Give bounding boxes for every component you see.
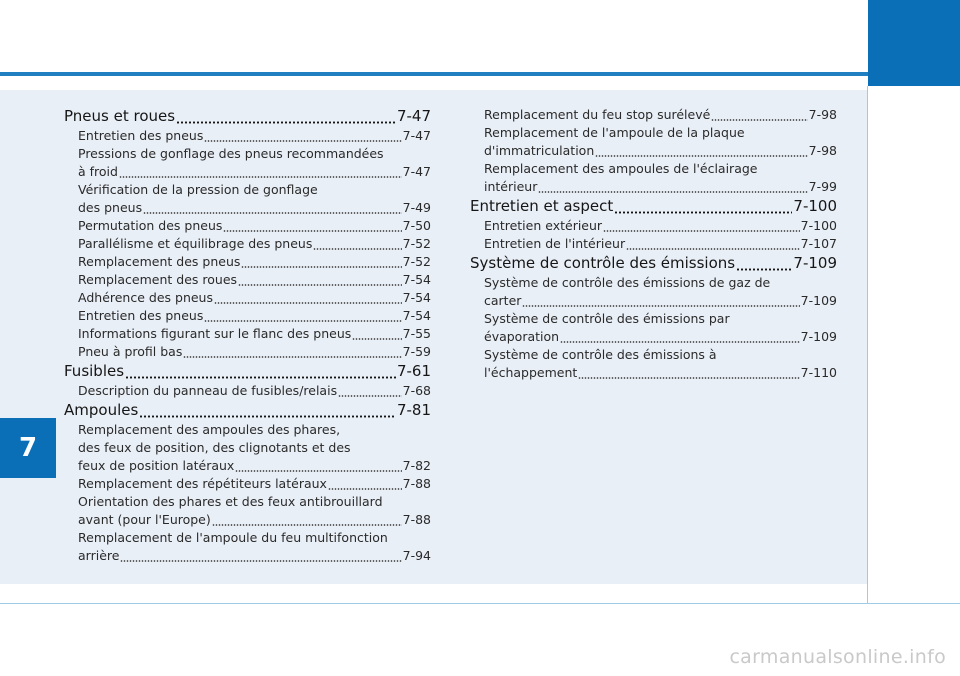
toc-entry[interactable] — [470, 235, 837, 253]
toc-entry[interactable] — [64, 127, 431, 145]
leader-dots — [212, 514, 402, 527]
leader-dots — [120, 550, 401, 563]
toc-entry[interactable] — [64, 289, 431, 307]
toc-entry-row — [64, 199, 431, 217]
toc-entry-line: Vérification de la pression de gonflage — [78, 182, 318, 197]
toc-entry-row — [470, 106, 837, 124]
toc-page-number: 7-100 — [793, 197, 837, 215]
toc-section[interactable] — [470, 253, 837, 274]
toc-entry[interactable] — [64, 181, 431, 217]
leader-dots — [614, 199, 792, 214]
toc-left-column — [64, 106, 431, 565]
toc-entry-line: Système de contrôle des émissions de gaz de — [484, 275, 771, 290]
toc-entry-title: des pneus — [78, 200, 143, 215]
toc-page-number: 7-100 — [800, 218, 837, 233]
toc-entry[interactable] — [64, 475, 431, 493]
toc-entry-title: intérieur — [484, 179, 538, 194]
toc-entry[interactable] — [64, 493, 431, 529]
toc-entry-line: Orientation des phares et des feux antibrouillard — [78, 494, 383, 509]
leader-dots — [711, 109, 807, 122]
toc-page-number: 7-88 — [402, 512, 431, 527]
toc-entry-title: Entretien extérieur — [484, 218, 603, 233]
leader-dots — [626, 238, 800, 251]
toc-entry-title: Entretien des pneus — [78, 308, 204, 323]
leader-dots — [522, 295, 799, 308]
toc-entry-row — [64, 307, 431, 325]
toc-entry[interactable] — [64, 235, 431, 253]
toc-entry-title: avant (pour l'Europe) — [78, 512, 211, 527]
leader-dots — [313, 238, 401, 251]
toc-page-number: 7-109 — [800, 293, 837, 308]
toc-entry-line: Pressions de gonflage des pneus recommandées — [78, 146, 384, 161]
toc-page-number: 7-55 — [402, 326, 431, 341]
toc-page-number: 7-98 — [808, 107, 837, 122]
toc-entry-row — [470, 253, 837, 274]
toc-entry-row — [64, 400, 431, 421]
toc-entry-title: Entretien et aspect — [470, 197, 614, 215]
toc-entry-title: Pneus et roues — [64, 107, 176, 125]
toc-page-number: 7-110 — [800, 365, 837, 380]
toc-page-number: 7-54 — [402, 272, 431, 287]
toc-entry-row — [64, 382, 431, 400]
toc-entry-title: évaporation — [484, 329, 560, 344]
toc-page-number: 7-49 — [402, 200, 431, 215]
toc-entry-title: Remplacement du feu stop surélevé — [484, 107, 711, 122]
leader-dots — [183, 346, 401, 359]
toc-page-number: 7-61 — [396, 362, 431, 380]
toc-entry[interactable] — [64, 145, 431, 181]
toc-page-number: 7-98 — [808, 143, 837, 158]
chapter-tab-block — [868, 0, 960, 86]
toc-entry-row — [64, 289, 431, 307]
toc-entry-row — [470, 364, 837, 382]
toc-entry-line: Remplacement de l'ampoule de la plaque — [484, 125, 745, 140]
toc-page-number: 7-50 — [402, 218, 431, 233]
toc-entry[interactable] — [64, 217, 431, 235]
toc-entry[interactable] — [470, 217, 837, 235]
toc-entry-title: Adhérence des pneus — [78, 290, 213, 305]
toc-entry-row — [64, 163, 431, 181]
toc-entry-row — [64, 511, 431, 529]
toc-section[interactable] — [64, 106, 431, 127]
toc-entry-row — [64, 271, 431, 289]
leader-dots — [214, 292, 402, 305]
toc-entry-title: Permutation des pneus — [78, 218, 223, 233]
leader-dots — [560, 331, 800, 344]
leader-dots — [328, 478, 402, 491]
leader-dots — [578, 367, 799, 380]
toc-page-number: 7-94 — [402, 548, 431, 563]
toc-entry-title: feux de position latéraux — [78, 458, 235, 473]
toc-entry-title: Informations figurant sur le flanc des pneus — [78, 326, 352, 341]
toc-entry-title: Parallélisme et équilibrage des pneus — [78, 236, 313, 251]
toc-entry-line: Système de contrôle des émissions à — [484, 347, 717, 362]
toc-entry[interactable] — [64, 343, 431, 361]
toc-page-number: 7-68 — [402, 383, 431, 398]
toc-page-number: 7-52 — [402, 254, 431, 269]
toc-page-number: 7-99 — [808, 179, 837, 194]
leader-dots — [235, 460, 401, 473]
watermark: carmanualsonline.info — [729, 646, 946, 668]
toc-entry-row — [64, 547, 431, 565]
toc-entry-row — [64, 106, 431, 127]
toc-entry-line: Remplacement de l'ampoule du feu multifonction — [78, 530, 388, 545]
toc-entry-row — [470, 142, 837, 160]
toc-entry-row — [470, 196, 837, 217]
leader-dots — [736, 256, 792, 271]
leader-dots — [538, 181, 807, 194]
toc-page-number: 7-81 — [396, 401, 431, 419]
leader-dots — [125, 364, 396, 379]
toc-section[interactable] — [64, 361, 431, 382]
footer-rule — [0, 603, 960, 604]
toc-entry-title: Remplacement des pneus — [78, 254, 241, 269]
leader-dots — [238, 274, 402, 287]
leader-dots — [338, 385, 402, 398]
leader-dots — [176, 109, 396, 124]
toc-entry-title: à froid — [78, 164, 118, 179]
toc-page-number: 7-47 — [402, 164, 431, 179]
toc-entry[interactable] — [64, 421, 431, 475]
leader-dots — [223, 220, 401, 233]
toc-entry[interactable] — [470, 106, 837, 124]
chapter-number: 7 — [0, 418, 56, 478]
toc-entry-title: d'immatriculation — [484, 143, 595, 158]
leader-dots — [143, 202, 402, 215]
toc-entry[interactable] — [64, 382, 431, 400]
toc-section[interactable] — [64, 400, 431, 421]
toc-entry-title: Entretien de l'intérieur — [484, 236, 626, 251]
toc-entry[interactable] — [64, 271, 431, 289]
toc-entry[interactable] — [64, 307, 431, 325]
leader-dots — [241, 256, 401, 269]
toc-entry[interactable] — [64, 529, 431, 565]
leader-dots — [204, 130, 401, 143]
leader-dots — [204, 310, 401, 323]
toc-entry-line: des feux de position, des clignotants et des — [78, 440, 351, 455]
leader-dots — [595, 145, 807, 158]
leader-dots — [139, 403, 396, 418]
toc-page-number: 7-52 — [402, 236, 431, 251]
toc-entry[interactable] — [470, 310, 837, 346]
toc-page-number: 7-109 — [793, 254, 837, 272]
toc-entry-row — [64, 253, 431, 271]
toc-entry-row — [470, 217, 837, 235]
toc-entry-row — [470, 292, 837, 310]
toc-entry-row — [64, 343, 431, 361]
toc-page-number: 7-59 — [402, 344, 431, 359]
toc-entry[interactable] — [470, 160, 837, 196]
toc-entry[interactable] — [470, 346, 837, 382]
toc-page-number: 7-88 — [402, 476, 431, 491]
toc-entry-title: Entretien des pneus — [78, 128, 204, 143]
toc-entry-line: Remplacement des ampoules de l'éclairage — [484, 161, 758, 176]
toc-entry-title: Remplacement des roues — [78, 272, 238, 287]
toc-entry-title: Pneu à profil bas — [78, 344, 183, 359]
toc-entry-title: Fusibles — [64, 362, 125, 380]
toc-page-number: 7-47 — [396, 107, 431, 125]
toc-page-number: 7-54 — [402, 308, 431, 323]
toc-entry-title: carter — [484, 293, 522, 308]
toc-entry-row — [470, 328, 837, 346]
toc-entry-row — [470, 178, 837, 196]
leader-dots — [603, 220, 800, 233]
toc-entry-line: Système de contrôle des émissions par — [484, 311, 730, 326]
toc-entry-row — [64, 235, 431, 253]
toc-entry-title: Système de contrôle des émissions — [470, 254, 736, 272]
toc-entry-title: Description du panneau de fusibles/relais — [78, 383, 338, 398]
toc-page-number: 7-107 — [800, 236, 837, 251]
toc-entry-row — [470, 235, 837, 253]
header-rule — [0, 72, 868, 76]
toc-entry[interactable] — [470, 124, 837, 160]
leader-dots — [352, 328, 401, 341]
toc-entry-row — [64, 457, 431, 475]
toc-right-column — [470, 106, 837, 382]
toc-page-number: 7-54 — [402, 290, 431, 305]
toc-entry[interactable] — [64, 325, 431, 343]
toc-entry[interactable] — [64, 253, 431, 271]
margin-line — [867, 86, 868, 604]
toc-entry[interactable] — [470, 274, 837, 310]
toc-entry-row — [64, 361, 431, 382]
toc-entry-row — [64, 325, 431, 343]
toc-page-number: 7-82 — [402, 458, 431, 473]
leader-dots — [119, 166, 402, 179]
toc-entry-title: Ampoules — [64, 401, 139, 419]
toc-entry-row — [64, 217, 431, 235]
toc-entry-title: Remplacement des répétiteurs latéraux — [78, 476, 327, 491]
toc-page-number: 7-109 — [800, 329, 837, 344]
toc-page-number: 7-47 — [402, 128, 431, 143]
toc-entry-row — [64, 475, 431, 493]
toc-section[interactable] — [470, 196, 837, 217]
toc-entry-title: arrière — [78, 548, 120, 563]
toc-entry-row — [64, 127, 431, 145]
toc-entry-line: Remplacement des ampoules des phares, — [78, 422, 341, 437]
toc-entry-title: l'échappement — [484, 365, 578, 380]
